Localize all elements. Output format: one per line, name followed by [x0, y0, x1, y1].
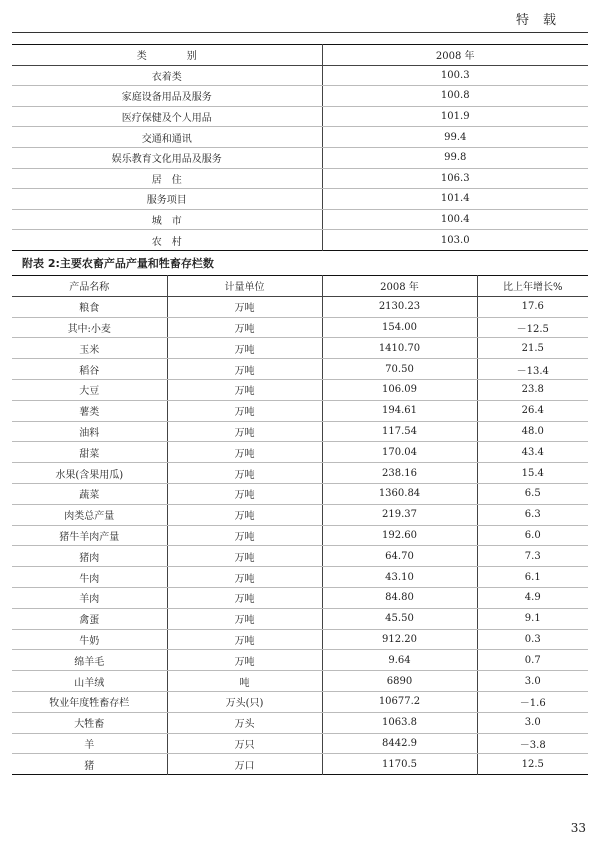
table-row — [12, 338, 588, 359]
table-cell: 服务项目 — [12, 189, 322, 210]
price-index-table — [12, 44, 588, 251]
table-cell: 84.80 — [322, 587, 477, 608]
column-header: 产品名称 — [12, 276, 167, 297]
table-row — [12, 608, 588, 629]
table-cell: －12.5 — [477, 317, 588, 338]
table-cell: 水果(含果用瓜) — [12, 463, 167, 484]
table-cell: 1360.84 — [322, 483, 477, 504]
table-cell: 1410.70 — [322, 338, 477, 359]
table-row — [12, 317, 588, 338]
table-cell: 万吨 — [167, 629, 322, 650]
table-cell: 农 村 — [12, 230, 322, 251]
table-cell: 猪 — [12, 754, 167, 775]
table-cell: 0.7 — [477, 650, 588, 671]
table-cell: 羊肉 — [12, 587, 167, 608]
table-cell: 192.60 — [322, 525, 477, 546]
table-cell: 912.20 — [322, 629, 477, 650]
table-cell: 医疗保健及个人用品 — [12, 106, 322, 127]
table-cell: 103.0 — [440, 234, 470, 246]
table-cell: －13.4 — [477, 359, 588, 380]
table-cell: 万吨 — [167, 463, 322, 484]
table-cell: 10677.2 — [322, 691, 477, 712]
table-row — [12, 546, 588, 567]
table-row — [12, 421, 588, 442]
table-cell: 15.4 — [477, 463, 588, 484]
table-cell: 101.9 — [322, 106, 588, 127]
table-row — [12, 379, 588, 400]
table-row — [12, 230, 588, 251]
table-cell: 9.64 — [322, 650, 477, 671]
table-cell: 万吨 — [167, 317, 322, 338]
table-row — [12, 587, 588, 608]
table-cell: 70.50 — [322, 359, 477, 380]
table-cell: 万吨 — [167, 525, 322, 546]
table-cell: 城 市 — [12, 209, 322, 230]
table-cell: 家庭设备用品及服务 — [12, 86, 322, 107]
table-cell: 3.0 — [477, 712, 588, 733]
table-cell: 万只 — [167, 733, 322, 754]
table-row — [12, 483, 588, 504]
table-cell: 吨 — [167, 671, 322, 692]
table-cell: 100.3 — [322, 65, 588, 86]
table-cell: 7.3 — [477, 546, 588, 567]
table-cell: 大牲畜 — [12, 712, 167, 733]
table-row — [12, 629, 588, 650]
table-cell: 100.4 — [322, 209, 588, 230]
table-cell: 12.5 — [521, 758, 544, 770]
table-cell: 6.0 — [477, 525, 588, 546]
table-cell: 万吨 — [167, 338, 322, 359]
table-row — [12, 567, 588, 588]
table-cell: 万吨 — [167, 587, 322, 608]
table-cell: 粮食 — [12, 296, 167, 317]
table-cell: 64.70 — [322, 546, 477, 567]
table-row — [12, 86, 588, 107]
table-cell: 万头 — [167, 712, 322, 733]
table-cell: 山羊绒 — [12, 671, 167, 692]
table-cell: 猪肉 — [12, 546, 167, 567]
table-cell: 8442.9 — [322, 733, 477, 754]
table-cell: 万吨 — [167, 296, 322, 317]
table-cell: 禽蛋 — [12, 608, 167, 629]
table-cell: 万吨 — [167, 608, 322, 629]
table-cell: 1170.5 — [322, 754, 477, 775]
table-cell: 万吨 — [167, 650, 322, 671]
table-cell: －3.8 — [477, 733, 588, 754]
table-cell: 238.16 — [322, 463, 477, 484]
table-row — [12, 712, 588, 733]
table-cell: 甜菜 — [12, 442, 167, 463]
table-cell: 43.10 — [322, 567, 477, 588]
table-cell: 居 住 — [12, 168, 322, 189]
table-cell: 219.37 — [322, 504, 477, 525]
table-cell: 6.1 — [477, 567, 588, 588]
table-cell: 万口 — [167, 754, 322, 775]
column-header: 比上年增长% — [477, 276, 588, 297]
table-row — [12, 209, 588, 230]
table-row — [12, 127, 588, 148]
table-cell: 45.50 — [322, 608, 477, 629]
table-cell: 3.0 — [477, 671, 588, 692]
table-cell: 羊 — [12, 733, 167, 754]
table-row — [12, 189, 588, 210]
table-header-row — [12, 45, 588, 66]
table-row — [12, 650, 588, 671]
table-header-row — [12, 276, 588, 297]
table-cell: 194.61 — [322, 400, 477, 421]
table-cell: 万吨 — [167, 504, 322, 525]
table-cell: 稻谷 — [12, 359, 167, 380]
table-cell: 万吨 — [167, 442, 322, 463]
table-cell: 猪牛羊肉产量 — [12, 525, 167, 546]
table-cell: 绵羊毛 — [12, 650, 167, 671]
table-row — [12, 525, 588, 546]
table-cell: 100.8 — [322, 86, 588, 107]
column-header: 2008 年 — [322, 276, 477, 297]
table-row — [12, 504, 588, 525]
table-cell: 大豆 — [12, 379, 167, 400]
table-row — [12, 442, 588, 463]
agri-output-table — [12, 275, 588, 775]
table-cell: 2130.23 — [322, 296, 477, 317]
table-row — [12, 106, 588, 127]
table-cell: 9.1 — [477, 608, 588, 629]
table-cell: 油料 — [12, 421, 167, 442]
column-header: 类 别 — [12, 45, 322, 66]
table-cell: 21.5 — [477, 338, 588, 359]
table-row — [12, 463, 588, 484]
table-cell: 万吨 — [167, 483, 322, 504]
running-header: 特载 — [515, 13, 570, 28]
table-cell: 0.3 — [477, 629, 588, 650]
table-cell: 蔬菜 — [12, 483, 167, 504]
table-cell: －1.6 — [477, 691, 588, 712]
table-caption: 附表 2:主要农畜产品产量和牲畜存栏数 — [22, 257, 214, 270]
table-row — [12, 733, 588, 754]
table-cell: 万吨 — [167, 359, 322, 380]
table-cell: 娱乐教育文化用品及服务 — [12, 147, 322, 168]
table-cell: 万头(只) — [167, 691, 322, 712]
table-row — [12, 296, 588, 317]
table-row — [12, 147, 588, 168]
table-cell: 17.6 — [477, 296, 588, 317]
table-cell: 牧业年度牲畜存栏 — [12, 691, 167, 712]
table-cell: 万吨 — [167, 379, 322, 400]
page-number: 33 — [570, 821, 586, 835]
table-cell: 万吨 — [167, 567, 322, 588]
table-cell: 99.4 — [322, 127, 588, 148]
header-rule — [12, 32, 588, 33]
table-cell: 薯类 — [12, 400, 167, 421]
table-row — [12, 359, 588, 380]
table-cell: 交通和通讯 — [12, 127, 322, 148]
table-row — [12, 400, 588, 421]
table-cell: 6.5 — [477, 483, 588, 504]
table-row — [12, 65, 588, 86]
table-cell: 170.04 — [322, 442, 477, 463]
table-cell: 154.00 — [322, 317, 477, 338]
table-cell: 肉类总产量 — [12, 504, 167, 525]
table-cell: 106.09 — [322, 379, 477, 400]
column-header: 2008 年 — [322, 45, 588, 66]
table-cell: 6.3 — [477, 504, 588, 525]
table-cell: 23.8 — [477, 379, 588, 400]
table-cell: 106.3 — [322, 168, 588, 189]
table-cell: 26.4 — [477, 400, 588, 421]
table-cell: 万吨 — [167, 546, 322, 567]
table-row — [12, 691, 588, 712]
column-header: 计量单位 — [167, 276, 322, 297]
table-cell: 117.54 — [322, 421, 477, 442]
table-cell: 6890 — [322, 671, 477, 692]
table-cell: 牛奶 — [12, 629, 167, 650]
table-cell: 万吨 — [167, 400, 322, 421]
table-cell: 99.8 — [322, 147, 588, 168]
table-cell: 43.4 — [477, 442, 588, 463]
table-row — [12, 168, 588, 189]
table-cell: 玉米 — [12, 338, 167, 359]
table-cell: 万吨 — [167, 421, 322, 442]
table-row — [12, 754, 588, 775]
table-row — [12, 671, 588, 692]
table-cell: 4.9 — [477, 587, 588, 608]
table-cell: 48.0 — [477, 421, 588, 442]
table-cell: 衣着类 — [12, 65, 322, 86]
table-cell: 其中:小麦 — [12, 317, 167, 338]
table-cell: 1063.8 — [322, 712, 477, 733]
table-cell: 牛肉 — [12, 567, 167, 588]
table-cell: 101.4 — [322, 189, 588, 210]
